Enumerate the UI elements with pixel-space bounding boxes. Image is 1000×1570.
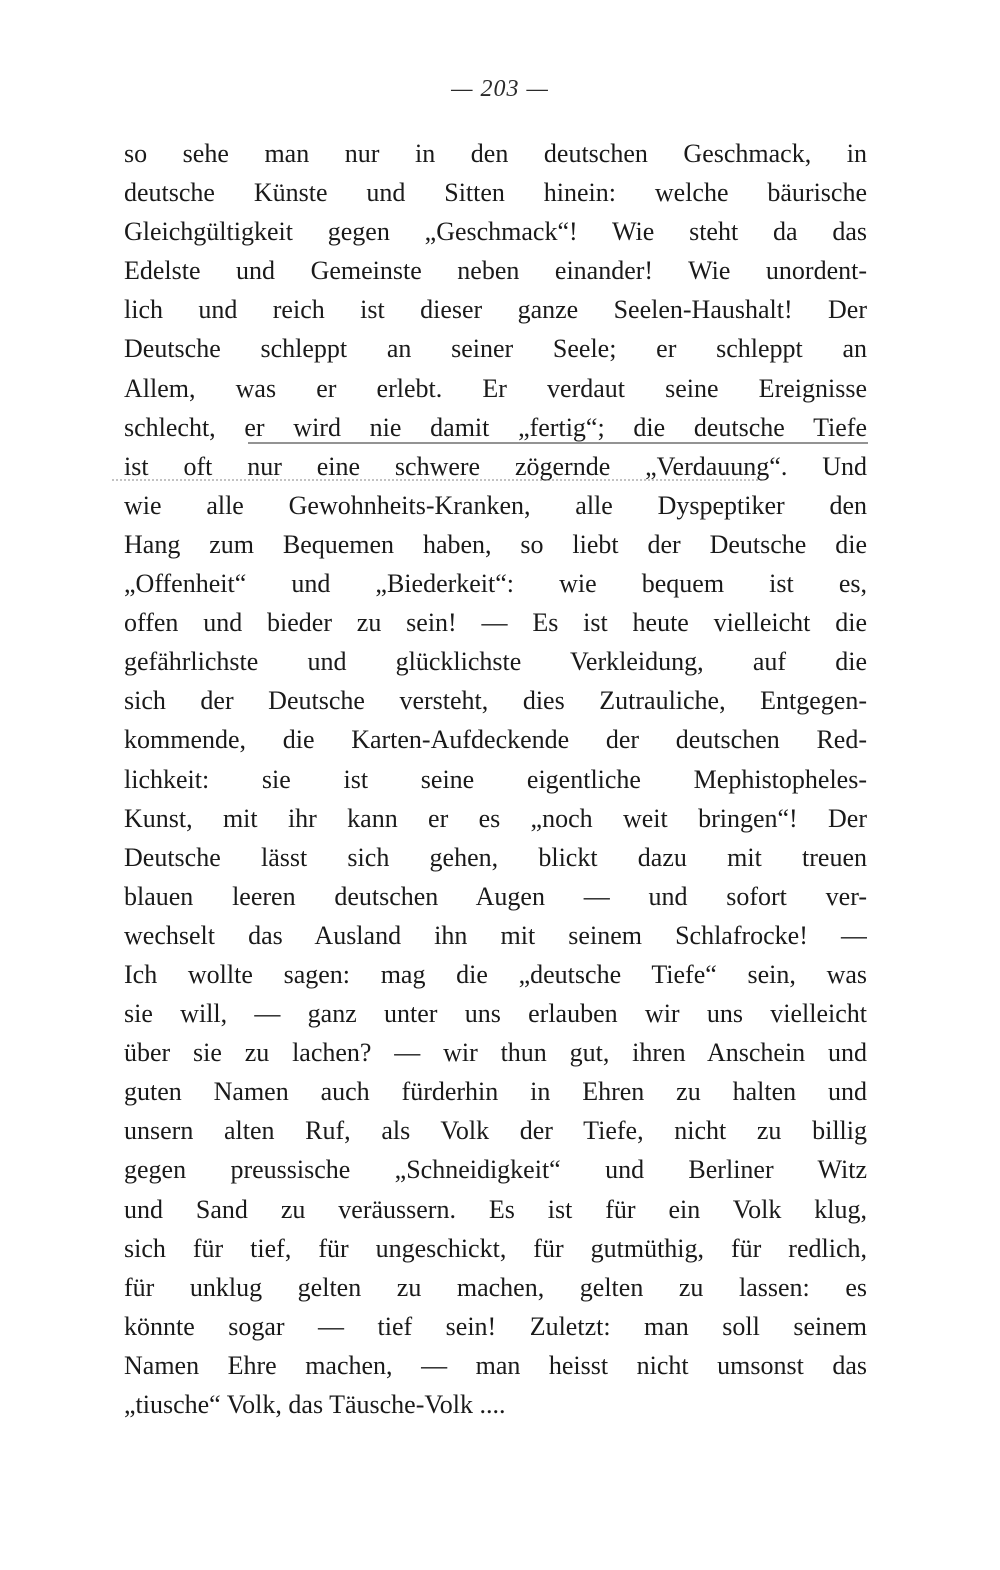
page-number: — 203 — xyxy=(451,76,549,102)
text-line: schlecht, er wird nie damit „fertig“; die deutsche Tiefe xyxy=(124,412,867,442)
text-line: ist oft nur eine schwere zögernde „Verdauung“. Und xyxy=(124,451,867,481)
text-line: Edelste und Gemeinste neben einander! Wie unordent- xyxy=(124,256,867,286)
text-line: für unklug gelten zu machen, gelten zu lassen: es xyxy=(124,1272,867,1302)
text-line: lich und reich ist dieser ganze Seelen-Haushalt! Der xyxy=(124,295,867,325)
text-line: Namen Ehre machen, — man heisst nicht umsonst das xyxy=(124,1350,867,1380)
scan-artifact-dots xyxy=(112,479,762,481)
text-line: gegen preussische „Schneidigkeit“ und Berliner Witz xyxy=(124,1155,867,1185)
text-line: wie alle Gewohnheits-Kranken, alle Dyspeptiker den xyxy=(124,490,867,520)
text-line: kommende, die Karten-Aufdeckende der deutschen Red- xyxy=(124,725,867,755)
text-line: sich für tief, für ungeschickt, für gutmüthig, für redlich, xyxy=(124,1233,867,1263)
text-line: Kunst, mit ihr kann er es „noch weit bringen“! Der xyxy=(124,803,867,833)
text-line: deutsche Künste und Sitten hinein: welche bäurische xyxy=(124,178,867,208)
text-line: Deutsche schleppt an seiner Seele; er schleppt an xyxy=(124,334,867,364)
text-line: Gleichgültigkeit gegen „Geschmack“! Wie steht da das xyxy=(124,217,867,247)
text-line: Ich wollte sagen: mag die „deutsche Tiefe“ sein, was xyxy=(124,959,867,989)
text-line: „tiusche“ Volk, das Täusche-Volk .... xyxy=(124,1390,506,1419)
text-line: offen und bieder zu sein! — Es ist heute vielleicht die xyxy=(124,608,867,638)
text-line: blauen leeren deutschen Augen — und sofort ver- xyxy=(124,881,867,911)
body-text xyxy=(124,134,867,1424)
text-line: wechselt das Ausland ihn mit seinem Schlafrocke! — xyxy=(124,920,867,950)
text-line: „Offenheit“ und „Biederkeit“: wie bequem ist es, xyxy=(124,569,867,599)
text-line: so sehe man nur in den deutschen Geschmack, in xyxy=(124,139,867,168)
text-line: lichkeit: sie ist seine eigentliche Mephistopheles- xyxy=(124,764,867,794)
text-line: guten Namen auch fürderhin in Ehren zu halten und xyxy=(124,1077,867,1107)
text-line: unsern alten Ruf, als Volk der Tiefe, nicht zu billig xyxy=(124,1116,867,1146)
text-line: könnte sogar — tief sein! Zuletzt: man soll seinem xyxy=(124,1311,867,1341)
pencil-underline xyxy=(248,442,868,444)
text-line: über sie zu lachen? — wir thun gut, ihren Anschein und xyxy=(124,1038,867,1068)
text-line: sich der Deutsche versteht, dies Zutrauliche, Entgegen- xyxy=(124,686,867,716)
text-line: Hang zum Bequemen haben, so liebt der Deutsche die xyxy=(124,529,867,559)
text-line: Deutsche lässt sich gehen, blickt dazu mit treuen xyxy=(124,842,867,872)
text-line: sie will, — ganz unter uns erlauben wir uns vielleicht xyxy=(124,999,867,1029)
text-line: und Sand zu veräussern. Es ist für ein Volk klug, xyxy=(124,1194,867,1224)
text-line: gefährlichste und glücklichste Verkleidung, auf die xyxy=(124,647,867,677)
text-line: Allem, was er erlebt. Er verdaut seine Ereignisse xyxy=(124,373,867,403)
